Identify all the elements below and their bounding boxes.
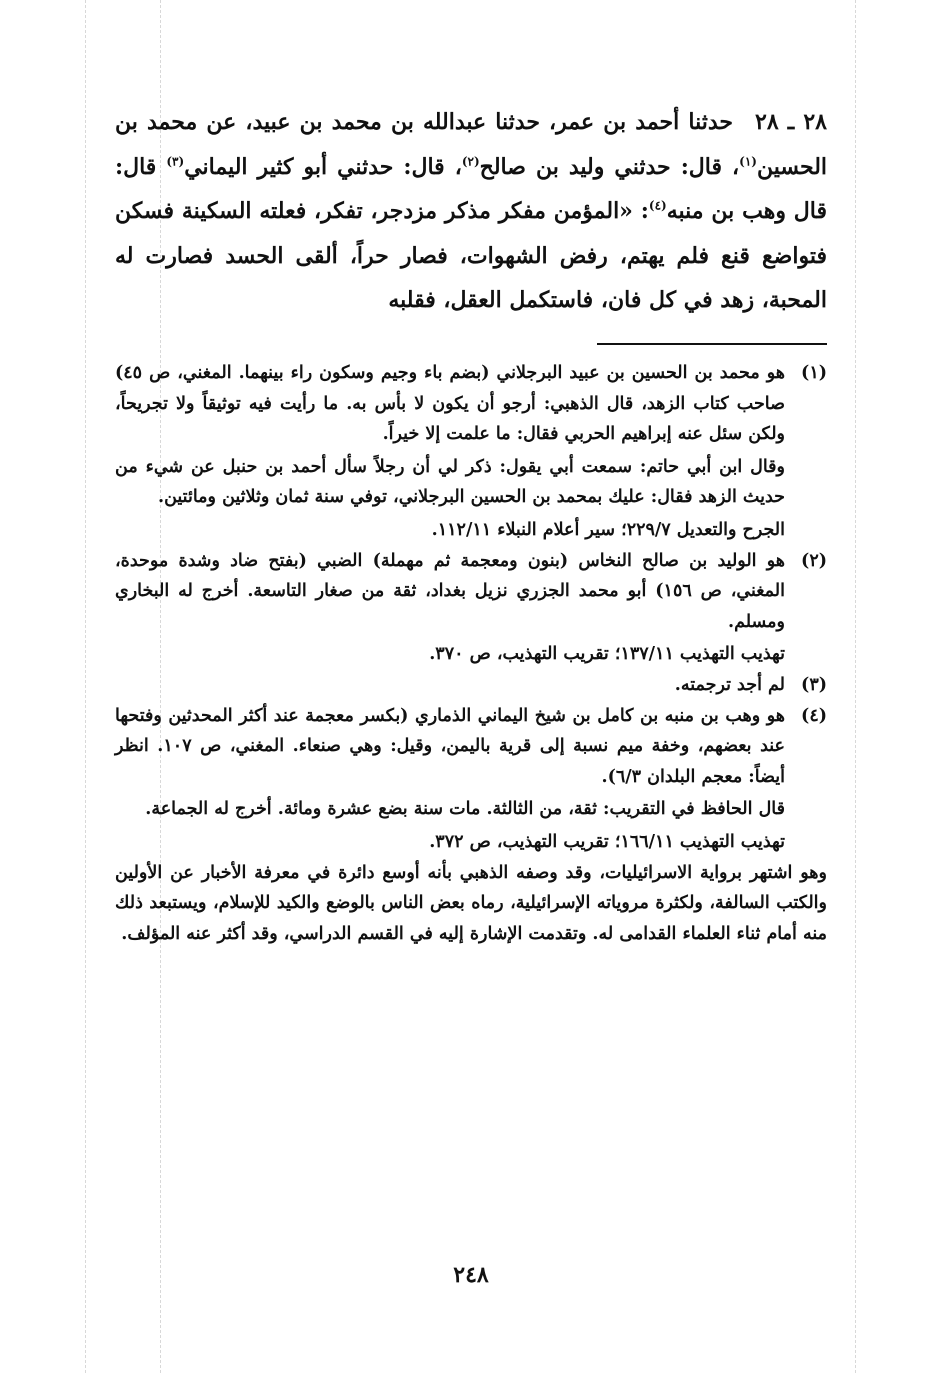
footnote-paragraph: هو وهب بن منبه بن كامل بن شيخ اليماني الذماري (بكسر معجمة عند أكثر المحدثين وفتحها عند بعضهم، وخفة ميم نسبة إلى قرية باليمن، وقيل: وهي صنعاء. المغني، ص ١٠٧. انظر أيضاً: معجم البلدان ٦/٣). [115, 705, 786, 787]
hadith-paragraph [115, 100, 827, 323]
footnote-paragraph: الجرح والتعديل ٢٢٩/٧؛ سير أعلام النبلاء ١١٢/١١. [431, 519, 785, 540]
scan-guide-line [85, 0, 86, 1373]
hadith-text-part: قال: قال وهب بن منبه [115, 153, 827, 224]
hadith-text-part: ، قال: حدثني وليد بن صالح [479, 153, 740, 180]
footnote-paragraph: لم أجد ترجمته. [674, 674, 785, 695]
footnote-continuation [115, 858, 827, 950]
footnote-paragraph: هو الوليد بن صالح النخاس (بنون ومعجمة ثم مهملة) الضبي (بفتح ضاد وشدة موحدة، المغني، ص ١٥٦) أبو محمد الجزري نزيل بغداد، ثقة من صغار التاسعة. أخرج له البخاري ومسلم. [115, 550, 785, 632]
footnote-paragraph: هو محمد بن الحسين بن عبيد البرجلاني (بضم باء وجيم وسكون راء بينهما. المغني، ص ٤٥) صاحب كتاب الزهد، قال الذهبي: أرجو أن يكون لا بأس به. ما رأيت فيه توثيقاً ولا تجريحاً، ولكن سئل عنه إبراهيم الحربي فقال: ما علمت إلا خيراً. [115, 363, 785, 445]
footnote-paragraph: تهذيب التهذيب ١٣٧/١١؛ تقريب التهذيب، ص ٣٧٠. [429, 644, 785, 665]
footnote-paragraph: قال الحافظ في التقريب: ثقة، من الثالثة. مات سنة بضع عشرة ومائة. أخرج له الجماعة. [145, 799, 785, 820]
hadith-text-part: : «المؤمن مفكر مذكر مزدجر، تفكر، فعلته السكينة فسكن فتواضع قنع فلم يهتم، رفض الشهوات، فصار حراً، ألقى الحسد فصارت له المحبة، زهد في كل فان، فاستكمل العقل، فقلبه [115, 198, 827, 313]
footnote-2 [115, 546, 827, 670]
footnote-1 [115, 358, 827, 546]
footnotes [115, 358, 827, 949]
footnote-ref-3[interactable]: (٣) [166, 154, 185, 169]
footnote-marker: (٢) [801, 550, 827, 571]
footnote-ref-1[interactable]: (١) [739, 154, 757, 169]
footnote-separator [597, 343, 827, 345]
scan-guide-line [855, 0, 856, 1373]
footnote-paragraph: وهو اشتهر برواية الاسرائيليات، وقد وصفه الذهبي بأنه أوسع دائرة في معرفة الأخبار عن الأولين والكتب السالفة، ولكثرة مروياته الإسرائيلية، رماه بعض الناس بالوضع والكيد للإسلام، ويستبعد ذلك منه أمام ثناء العلماء القدامى له. وتقدمت الإشارة إليه في القسم الدراسي، وقد أكثر عنه المؤلف. [115, 862, 827, 944]
footnote-ref-4[interactable]: (٤) [648, 198, 667, 213]
page-number: ٢٤٨ [453, 1262, 489, 1288]
main-text [115, 100, 827, 323]
footnote-marker: (١) [801, 363, 827, 383]
footnote-paragraph: تهذيب التهذيب ١٦٦/١١؛ تقريب التهذيب، ص ٣٧٢. [429, 831, 785, 852]
footnote-marker: (٤) [801, 705, 827, 726]
footnote-ref-2[interactable]: (٢) [461, 154, 480, 169]
hadith-text-part: ، قال: حدثني أبو كثير اليماني [184, 153, 462, 180]
hadith-text-part: حدثنا أحمد بن عمر، حدثنا عبدالله بن محمد بن عبيد، عن محمد بن الحسين [115, 109, 828, 180]
footnote-marker: (٣) [801, 674, 827, 695]
hadith-number: ٢٨ ـ ٢٨ [755, 109, 827, 135]
footnote-paragraph: وقال ابن أبي حاتم: سمعت أبي يقول: ذكر لي أن رجلاً سأل أحمد بن حنبل عن شيء من حديث الزهد فقال: عليك بمحمد بن الحسين البرجلاني، توفي سنة ثمان وثلاثين ومائتين. [115, 456, 785, 508]
footnote-4 [115, 701, 827, 858]
footnote-3 [115, 670, 827, 701]
